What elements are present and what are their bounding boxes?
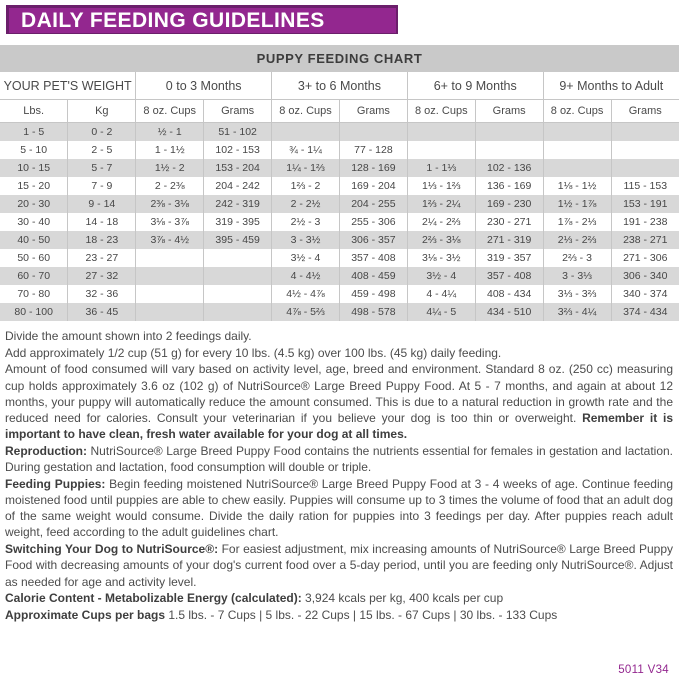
feeding-row (0, 267, 679, 285)
footer-code: 5011 V34 (618, 664, 669, 676)
feeding-cell (204, 267, 272, 285)
feeding-cell: 1⅞ - 2⅓ (543, 213, 611, 231)
unit-header-grams-3: Grams (475, 100, 543, 123)
feeding-cell: 3⅔ - 4¼ (543, 303, 611, 321)
feeding-cell: 51 - 102 (204, 123, 272, 142)
feeding-cell (339, 123, 407, 142)
feeding-cell: 459 - 498 (339, 285, 407, 303)
feeding-cell: 1⅓ - 1⅔ (407, 177, 475, 195)
age-header-9-adult: 9+ Months to Adult (543, 72, 679, 100)
feeding-cell: 3⅛ - 3⅞ (136, 213, 204, 231)
feeding-row (0, 141, 679, 159)
note-paragraph (5, 590, 673, 606)
unit-header-cups-2: 8 oz. Cups (272, 100, 340, 123)
feeding-cell: 5 - 10 (0, 141, 68, 159)
feeding-cell: 1 - 1½ (136, 141, 204, 159)
note-paragraph (5, 361, 673, 442)
feeding-cell (407, 141, 475, 159)
feeding-cell: 204 - 242 (204, 177, 272, 195)
feeding-cell: 27 - 32 (68, 267, 136, 285)
feeding-cell (475, 141, 543, 159)
page-title: DAILY FEEDING GUIDELINES (21, 8, 325, 32)
feeding-cell (204, 285, 272, 303)
feeding-cell: 153 - 191 (611, 195, 679, 213)
feeding-cell: 32 - 36 (68, 285, 136, 303)
feeding-cell: 4⅞ - 5⅔ (272, 303, 340, 321)
feeding-cell (407, 123, 475, 142)
feeding-cell: 153 - 204 (204, 159, 272, 177)
note-bold-text: Approximate Cups per bags (5, 607, 169, 622)
feeding-cell: 30 - 40 (0, 213, 68, 231)
feeding-cell: 408 - 459 (339, 267, 407, 285)
feeding-table-head (0, 72, 679, 123)
feeding-cell: 271 - 306 (623, 252, 668, 264)
note-paragraph (5, 607, 673, 623)
puppy-feeding-table (0, 72, 679, 321)
feeding-cell: 7 - 9 (68, 177, 136, 195)
feeding-cell: 2⅔ - 3 (543, 249, 611, 267)
note-bold-text: Reproduction: (5, 443, 91, 458)
feeding-cell (136, 303, 204, 321)
feeding-cell: 395 - 459 (204, 231, 272, 249)
age-group-header-row (0, 72, 679, 100)
note-text: Add approximately 1/2 cup (51 g) for every 10 lbs. (4.5 kg) over 100 lbs. (45 kg) daily feeding. (5, 345, 502, 360)
feeding-cell: 169 - 230 (475, 195, 543, 213)
feeding-cell (136, 267, 204, 285)
feeding-cell (543, 159, 611, 177)
feeding-cell: 3½ - 4 (407, 267, 475, 285)
note-text: Divide the amount shown into 2 feedings daily. (5, 329, 252, 343)
feeding-cell: 2⅜ - 3⅛ (136, 195, 204, 213)
note-bold-text: Feeding Puppies: (5, 476, 110, 491)
unit-header-grams-4: Grams (611, 100, 679, 123)
feeding-guidelines-page (0, 5, 679, 682)
feeding-cell (543, 123, 611, 142)
feeding-cell: 1⅛ - 1½ (543, 177, 611, 195)
feeding-cell: 204 - 255 (339, 195, 407, 213)
unit-header-row (0, 100, 679, 123)
feeding-row (0, 303, 679, 321)
unit-header-kg: Kg (68, 100, 136, 123)
feeding-cell: 70 - 80 (0, 285, 68, 303)
feeding-cell: 4 - 4½ (272, 267, 340, 285)
feeding-cell: 2¼ - 2⅔ (407, 213, 475, 231)
feeding-cell: 340 - 374 (623, 288, 668, 300)
feeding-cell: 1½ - 2 (136, 159, 204, 177)
unit-header-grams-1: Grams (204, 100, 272, 123)
feeding-cell: ¾ - 1¼ (272, 141, 340, 159)
note-bold-text: Calorie Content - Metabolizable Energy (calculated): (5, 591, 306, 606)
note-bold-text: Switching Your Dog to NutriSource®: (5, 542, 222, 557)
feeding-cell (611, 141, 679, 159)
note-text: NutriSource® Large Breed Puppy Food contains the nutrients essential for females in gestation and lactation. During gestation and lactation, food consumption will double or triple. (5, 443, 673, 475)
age-header-0-3: 0 to 3 Months (136, 72, 272, 100)
feeding-cell: 0 - 2 (68, 123, 136, 142)
feeding-cell: 1 - 5 (0, 123, 68, 142)
feeding-cell: 40 - 50 (0, 231, 68, 249)
feeding-cell: 3 - 3⅓ (543, 267, 611, 285)
feeding-cell: ½ - 1 (136, 123, 204, 142)
note-bold-text: Remember it is important to have clean, fresh water available for your dog at all times. (5, 411, 673, 442)
chart-title-band (0, 45, 679, 72)
feeding-cell: 498 - 578 (339, 303, 407, 321)
unit-header-cups-1: 8 oz. Cups (136, 100, 204, 123)
feeding-cell: 1 - 1⅓ (407, 159, 475, 177)
feeding-cell: 2⅔ - 3⅛ (407, 231, 475, 249)
feeding-cell: 191 - 238 (623, 216, 668, 228)
feeding-cell: 255 - 306 (339, 213, 407, 231)
feeding-cell: 242 - 319 (204, 195, 272, 213)
feeding-cell: 1¼ - 1⅔ (272, 159, 340, 177)
feeding-cell (611, 123, 679, 142)
feeding-cell (475, 123, 543, 142)
feeding-cell: 5 - 7 (68, 159, 136, 177)
feeding-cell: 434 - 510 (475, 303, 543, 321)
feeding-cell: 3 - 3½ (272, 231, 340, 249)
weight-header-cell: YOUR PET'S WEIGHT (0, 72, 136, 100)
feeding-cell: 77 - 128 (339, 141, 407, 159)
feeding-cell: 36 - 45 (68, 303, 136, 321)
feeding-cell: 2 - 2½ (272, 195, 340, 213)
age-header-3-6: 3+ to 6 Months (272, 72, 408, 100)
feeding-cell (611, 159, 679, 177)
feeding-cell: 3½ - 4 (272, 249, 340, 267)
feeding-row (0, 231, 679, 249)
feeding-cell: 23 - 27 (68, 249, 136, 267)
notes (5, 328, 673, 623)
feeding-cell: 128 - 169 (339, 159, 407, 177)
feeding-cell: 102 - 136 (475, 159, 543, 177)
feeding-cell (204, 249, 272, 267)
feeding-cell: 15 - 20 (0, 177, 68, 195)
unit-header-cups-3: 8 oz. Cups (407, 100, 475, 123)
page-title-bar (6, 5, 398, 34)
feeding-cell: 1⅔ - 2¼ (407, 195, 475, 213)
feeding-row (0, 123, 679, 142)
note-paragraph (5, 345, 673, 361)
note-paragraph (5, 476, 673, 541)
feeding-cell: 169 - 204 (339, 177, 407, 195)
feeding-cell: 9 - 14 (68, 195, 136, 213)
feeding-cell: 102 - 153 (204, 141, 272, 159)
feeding-cell: 18 - 23 (68, 231, 136, 249)
feeding-cell: 306 - 340 (611, 267, 679, 285)
feeding-row (0, 213, 679, 231)
chart-title: PUPPY FEEDING CHART (256, 51, 423, 66)
feeding-cell: 136 - 169 (475, 177, 543, 195)
feeding-cell: 14 - 18 (68, 213, 136, 231)
feeding-cell: 1½ - 1⅞ (543, 195, 611, 213)
feeding-cell: 271 - 319 (475, 231, 543, 249)
feeding-cell: 20 - 30 (0, 195, 68, 213)
feeding-cell: 50 - 60 (0, 249, 68, 267)
feeding-cell: 2⅓ - 2⅔ (543, 231, 611, 249)
feeding-cell: 2 - 2⅜ (136, 177, 204, 195)
feeding-cell: 4½ - 4⅞ (272, 285, 340, 303)
feeding-cell: 4 - 4¼ (407, 285, 475, 303)
feeding-cell: 238 - 271 (611, 231, 679, 249)
feeding-cell: 3⅞ - 4½ (136, 231, 204, 249)
feeding-row (0, 159, 679, 177)
feeding-cell: 4¼ - 5 (407, 303, 475, 321)
note-text: For easiest adjustment, mix increasing amounts of NutriSource® Large Breed Puppy Food with decreasing amounts of your dog's current food over a 5-day period, until you are feeding only NutriSource®. Adjust as needed for age and activity level. (5, 542, 673, 589)
feeding-cell (136, 249, 204, 267)
feeding-cell (272, 123, 340, 142)
feeding-cell: 319 - 395 (204, 213, 272, 231)
feeding-cell: 80 - 100 (0, 303, 68, 321)
unit-header-lbs: Lbs. (0, 100, 68, 123)
feeding-cell: 319 - 357 (475, 249, 543, 267)
feeding-cell: 1⅔ - 2 (272, 177, 340, 195)
feeding-row (0, 195, 679, 213)
feeding-row (0, 177, 679, 195)
feeding-cell: 306 - 357 (339, 231, 407, 249)
feeding-cell (204, 303, 272, 321)
feeding-cell: 374 - 434 (611, 303, 679, 321)
note-text: Amount of food consumed will vary based on activity level, age, breed and environment. Standard 8 oz. (250 cc) measuring cup holds approximately 3.6 oz (102 g) of NutriSource® Large Breed Puppy Food. At 5 - 7 months, and again at about 12 months, your puppy will automatically reduce the amount consumed. This is due to a natural reduction in growth rate and the reduced need for calories. Consult your veterinarian if you believe your dog is too thin or overweight. (5, 362, 673, 426)
feeding-cell: 10 - 15 (0, 159, 68, 177)
feeding-cell: 408 - 434 (475, 285, 543, 303)
feeding-table-body (0, 123, 679, 322)
note-text: 3,924 kcals per kg, 400 kcals per cup (305, 591, 504, 606)
feeding-cell: 3⅛ - 3½ (407, 249, 475, 267)
feeding-cell: 3⅓ - 3⅔ (543, 285, 611, 303)
age-header-6-9: 6+ to 9 Months (407, 72, 543, 100)
feeding-cell (543, 141, 611, 159)
feeding-cell: 2½ - 3 (272, 213, 340, 231)
feeding-row (0, 249, 679, 267)
feeding-cell: 230 - 271 (475, 213, 543, 231)
feeding-cell: 357 - 408 (475, 267, 543, 285)
feeding-cell: 60 - 70 (0, 267, 68, 285)
note-paragraph (5, 328, 673, 344)
unit-header-cups-4: 8 oz. Cups (543, 100, 611, 123)
note-text: 1.5 lbs. - 7 Cups | 5 lbs. - 22 Cups | 15 lbs. - 67 Cups | 30 lbs. - 133 Cups (168, 607, 558, 622)
note-paragraph (5, 541, 673, 590)
feeding-cell (136, 285, 204, 303)
note-text: Begin feeding moistened NutriSource® Large Breed Puppy Food at 3 - 4 weeks of age. Continue feeding moistened food until puppies are able to chew easily. Puppies will consume up to 3 times the volume of food that an adult dog of the same weight would consume. Divide the daily ration for puppies into 3 feedings per day. After puppies reach adult weight, feed according to the adult guidelines chart. (5, 476, 673, 540)
unit-header-grams-2: Grams (339, 100, 407, 123)
note-paragraph (5, 443, 673, 475)
feeding-row (0, 285, 679, 303)
feeding-cell: 357 - 408 (339, 249, 407, 267)
feeding-cell: 115 - 153 (623, 180, 668, 192)
feeding-cell: 2 - 5 (68, 141, 136, 159)
